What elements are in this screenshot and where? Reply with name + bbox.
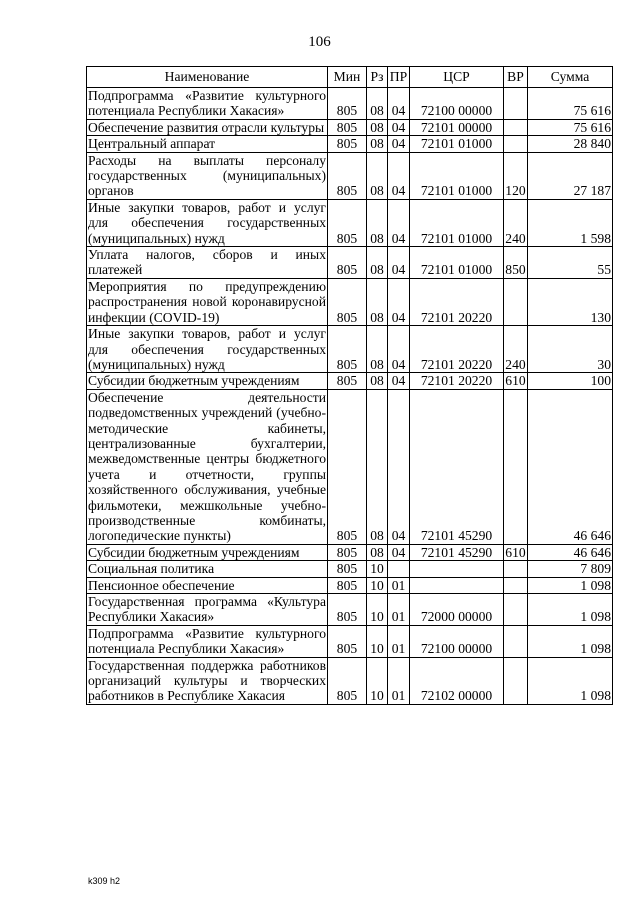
row-vr [504, 561, 528, 577]
row-csr: 72102 00000 [410, 657, 504, 704]
row-pr: 01 [388, 657, 410, 704]
row-rz: 08 [367, 247, 388, 279]
row-csr: 72101 00000 [410, 119, 504, 135]
row-pr: 01 [388, 577, 410, 593]
row-sum: 28 840 [528, 136, 613, 152]
row-vr [504, 389, 528, 544]
row-name: Обеспечение деятельности подведомственных учреждений (учебно-методические кабинеты, централизованные бухгалтерии, межведомственные центры бюджетного учета и отчетности, группы хозяйственного обслуживания, учебные фильмотеки, межшкольные учебно-производственные комбинаты, логопедические пункты) [88, 389, 326, 544]
row-min: 805 [328, 657, 367, 704]
row-rz: 08 [367, 278, 388, 325]
header-vr: ВР [504, 67, 528, 88]
row-vr [504, 88, 528, 120]
table-row [87, 594, 613, 626]
row-min: 805 [328, 561, 367, 577]
row-rz: 10 [367, 561, 388, 577]
row-rz: 10 [367, 577, 388, 593]
row-min: 805 [328, 577, 367, 593]
row-csr: 72101 45290 [410, 544, 504, 560]
table-row [87, 326, 613, 373]
row-sum: 30 [528, 326, 613, 373]
table-row [87, 561, 613, 577]
row-csr: 72101 01000 [410, 199, 504, 246]
row-csr: 72101 01000 [410, 136, 504, 152]
row-vr: 850 [504, 247, 528, 279]
row-vr: 610 [505, 544, 526, 560]
row-min: 805 [328, 625, 367, 657]
row-sum: 46 646 [528, 389, 613, 544]
row-rz: 08 [367, 88, 388, 120]
row-csr: 72101 20220 [410, 326, 504, 373]
row-pr: 01 [388, 594, 410, 626]
row-vr [504, 119, 528, 135]
row-vr [504, 136, 528, 152]
row-rz: 08 [367, 326, 388, 373]
row-min: 805 [328, 199, 367, 246]
table-row [87, 247, 613, 279]
row-vr: 120 [504, 152, 528, 199]
row-csr: 72101 45290 [410, 389, 504, 544]
row-csr: 72100 00000 [410, 625, 504, 657]
row-sum: 7 809 [528, 561, 613, 577]
header-csr: ЦСР [410, 67, 504, 88]
row-sum: 75 616 [528, 119, 613, 135]
row-pr: 04 [388, 389, 410, 544]
row-name: Субсидии бюджетным учреждениям [87, 373, 328, 389]
row-rz: 08 [367, 373, 388, 389]
header-pr: ПР [388, 67, 410, 88]
row-rz: 08 [367, 136, 388, 152]
table-row [87, 119, 613, 135]
row-pr: 04 [388, 247, 410, 279]
row-vr: 610 [505, 373, 526, 389]
table-row [87, 657, 613, 704]
row-rz: 10 [367, 657, 388, 704]
row-rz: 08 [367, 119, 388, 135]
row-min: 805 [328, 544, 367, 560]
row-min: 805 [328, 152, 367, 199]
row-min: 805 [328, 88, 367, 120]
table-row [87, 136, 613, 152]
row-pr: 04 [388, 88, 410, 120]
row-name: Государственная поддержка работников организаций культуры и творческих работников в Республике Хакасия [88, 657, 326, 704]
row-min: 805 [328, 326, 367, 373]
header-sum: Сумма [528, 67, 613, 88]
row-min: 805 [328, 119, 367, 135]
row-sum: 1 598 [528, 199, 613, 246]
row-sum: 1 098 [528, 657, 613, 704]
row-sum: 1 098 [528, 594, 613, 626]
table-row [87, 88, 613, 120]
row-rz: 10 [367, 625, 388, 657]
row-min: 805 [328, 278, 367, 325]
row-rz: 08 [367, 152, 388, 199]
row-name: Расходы на выплаты персоналу государственных (муниципальных) органов [88, 152, 326, 199]
row-pr: 04 [388, 136, 410, 152]
row-name: Государственная программа «Культура Республики Хакасия» [88, 594, 326, 625]
row-csr: 72101 20220 [410, 373, 504, 389]
table-row [87, 577, 613, 593]
table-row [87, 152, 613, 199]
row-name: Пенсионное обеспечение [87, 577, 328, 593]
row-rz: 08 [367, 199, 388, 246]
row-name: Социальная политика [87, 561, 328, 577]
row-vr: 240 [504, 199, 528, 246]
row-vr [504, 657, 528, 704]
row-rz: 08 [367, 544, 388, 560]
row-name: Подпрограмма «Развитие культурного потенциала Республики Хакасия» [88, 625, 326, 657]
row-name: Иные закупки товаров, работ и услуг для обеспечения государственных (муниципальных) нужд [88, 326, 326, 372]
row-vr [504, 577, 528, 593]
header-min: Мин [328, 67, 367, 88]
table-row [87, 199, 613, 246]
table-row [87, 278, 613, 325]
row-pr: 04 [388, 152, 410, 199]
header-name: Наименование [87, 67, 328, 88]
row-min: 805 [328, 594, 367, 626]
row-csr [410, 577, 504, 593]
document-code: k309 h2 [88, 876, 121, 886]
row-rz: 10 [367, 594, 388, 626]
table-header-row [87, 67, 613, 88]
row-vr [504, 594, 528, 626]
row-csr [410, 561, 504, 577]
row-sum: 100 [528, 373, 613, 389]
row-csr: 72100 00000 [410, 88, 504, 120]
table-row [87, 389, 613, 544]
row-name: Субсидии бюджетным учреждениям [87, 544, 328, 560]
row-vr [504, 278, 528, 325]
row-name: Иные закупки товаров, работ и услуг для обеспечения государственных (муниципальных) нужд [88, 199, 326, 246]
row-name: Уплата налогов, сборов и иных платежей [88, 247, 326, 278]
table-row [87, 373, 613, 389]
row-csr: 72101 20220 [410, 278, 504, 325]
row-sum: 55 [528, 247, 613, 279]
table-row [87, 544, 613, 560]
budget-table [86, 66, 613, 705]
row-pr: 04 [388, 119, 410, 135]
header-rz: Рз [367, 67, 388, 88]
row-pr: 04 [388, 326, 410, 373]
row-name: Подпрограмма «Развитие культурного потенциала Республики Хакасия» [88, 88, 326, 119]
row-sum: 130 [528, 278, 613, 325]
row-csr: 72000 00000 [410, 594, 504, 626]
row-csr: 72101 01000 [410, 152, 504, 199]
row-min: 805 [328, 247, 367, 279]
row-sum: 27 187 [528, 152, 613, 199]
row-vr: 240 [504, 326, 528, 373]
row-min: 805 [328, 136, 367, 152]
row-sum: 1 098 [528, 577, 613, 593]
row-name: Центральный аппарат [87, 136, 328, 152]
row-min: 805 [328, 389, 367, 544]
row-min: 805 [328, 373, 367, 389]
page-number: 106 [308, 34, 331, 50]
row-pr: 04 [388, 199, 410, 246]
row-sum: 46 646 [528, 544, 613, 560]
row-pr: 04 [388, 373, 410, 389]
row-pr [388, 561, 410, 577]
row-rz: 08 [367, 389, 388, 544]
row-name: Обеспечение развития отрасли культуры [87, 119, 328, 135]
row-pr: 01 [388, 625, 410, 657]
row-csr: 72101 01000 [410, 247, 504, 279]
row-pr: 04 [388, 278, 410, 325]
row-pr: 04 [388, 544, 410, 560]
table-row [87, 625, 613, 657]
row-sum: 1 098 [528, 625, 613, 657]
row-vr [504, 625, 528, 657]
row-sum: 75 616 [528, 88, 613, 120]
row-name: Мероприятия по предупреждению распространения новой коронавирусной инфекции (COVID-19) [88, 278, 326, 325]
